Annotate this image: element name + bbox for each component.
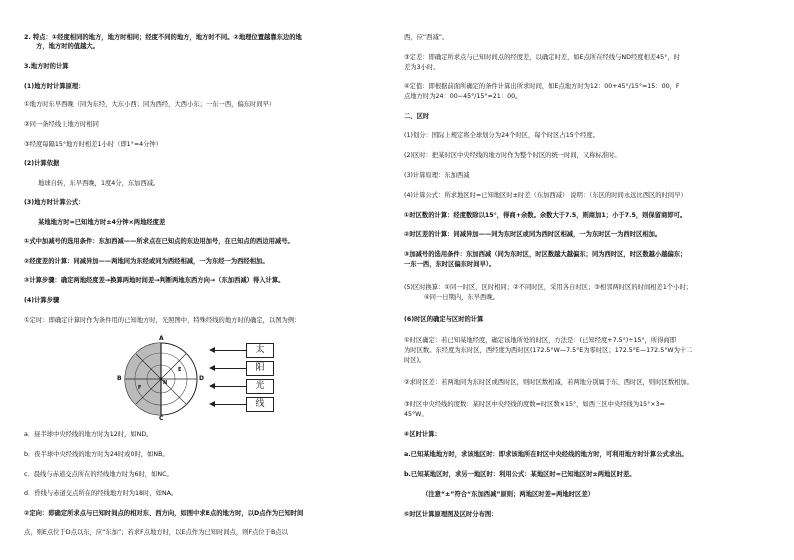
text-line: 某地地方时=已知地方时±4分钟×两地经度差 xyxy=(38,219,166,226)
text-line: 时区)。 xyxy=(404,357,426,364)
text-line: 点，则E点位于D点以东，应“东加”；若求F点地方时，以E点作为已知时间点，则F点位于B点以 xyxy=(24,529,288,536)
sun-ray-arrow xyxy=(214,404,246,405)
text-line: b.已知某地区时，求另一地区时：利用公式：某地区时=已知地区时±两地区时差。 xyxy=(404,471,636,478)
text-line: ③计算步骤：确定两地经度差→换算两地时间差→判断两地东西方向→（东加西减）得入计算。 xyxy=(24,277,285,284)
text-line: 地球自转，东早西晚，1度4分，东加西减。 xyxy=(38,180,160,187)
text-line: 为时区数。东经度为东时区，西经度为西时区(172.5°W—7.5°E为零时区；172.5°E—172.5°W为十二 xyxy=(404,347,693,354)
text-line: c．晨线与赤道交点所在的经线地方时为6时，如NC。 xyxy=(24,471,173,478)
text-line: ②定向：即确定所求点与已知时间点的相对东、西方向，如图中求E点的地方时，以D点作为已知时间 xyxy=(24,510,304,517)
text-line: ③加减号的选用条件：东加西减（同为东时区，时区数越大越偏东；同为西时区，时区数越小越偏东； xyxy=(404,251,687,258)
label-d: D xyxy=(199,375,204,382)
text-line: ③经度每隔15°地方时相差1小时（即1°=4分钟） xyxy=(24,141,162,148)
sun-ray-arrow xyxy=(214,368,246,369)
text-line: ①式中加减号的选用条件：东加西减——所求点在已知点的东边用加号，在已知点的西边用减号。 xyxy=(24,238,294,245)
text-line: (1)地方时计算原理： xyxy=(24,83,85,90)
text-line: (2)计算依据 xyxy=(24,160,60,167)
text-line: ③定差：即确定所求点与已知时间点的经度差，以确定时差，如E点所在经线与ND经度相差45°，时 xyxy=(404,54,680,61)
text-line: 45°W。 xyxy=(404,411,428,418)
label-f: F xyxy=(138,385,142,391)
text-line: (2)区时：把某时区中央经线的地方时作为整个时区的统一时间，又称标准时。 xyxy=(404,152,621,159)
sun-ray-arrow xyxy=(214,350,246,351)
text-line: ①地方时东早西晚（同为东经，大东小西；同为西经，大西小东；一东一西，偏东时间早） xyxy=(24,101,276,108)
text-line: 3.地方时的计算 xyxy=(24,63,69,70)
illumination-diagram xyxy=(116,337,286,421)
text-line: （注意“±”符合“东加西减”原则；两地区时差=两地时区差） xyxy=(422,491,594,498)
text-line: ⑤时区计算原理图及区时分布图： xyxy=(404,511,498,518)
text-line: ②经度差的计算：同减异加——两地同为东经或同为西经相减，一为东经一为西经相加。 xyxy=(24,258,269,265)
text-line: 一东一西，东时区偏东时间早）。 xyxy=(404,261,496,268)
text-line: a．昼半球中央经线的地方时为12时，如ND。 xyxy=(24,431,153,438)
earth-diagram xyxy=(116,337,206,421)
text-line: 2. 特点：①经度相同的地方，地方时相同；经度不同的地方，地方时不同。②地理位置越靠东边的地 xyxy=(24,34,302,41)
sun-char-1: 太 xyxy=(246,343,274,358)
text-line: (1)划分：国际上规定将全球划分为24个时区，每个时区占15个经度。 xyxy=(404,132,599,139)
text-line: 西，应“西减”。 xyxy=(404,34,449,41)
text-line: ②同一条经线上地方时相同 xyxy=(24,121,99,128)
sun-char-4: 线 xyxy=(246,397,274,412)
text-line: a.已知某地地方时，求该地区时：即求该地所在时区中央经线的地方时，可利用地方时计算公式求出。 xyxy=(404,451,688,458)
text-line: 点地方时为24：00−45°/15°=21：00。 xyxy=(404,93,522,100)
text-line: (4)计算公式：所求地区时=已知地区时±时差（东加西减） 说明：（东区的时间永远比西区的时间早） xyxy=(404,192,687,199)
label-b: B xyxy=(117,375,122,382)
sun-char-3: 光 xyxy=(246,379,274,394)
label-c: C xyxy=(159,415,164,422)
text-line: ②求时区差：若两地同为东时区或西时区，则时区数相减，若两地分别属于东、西时区，则时区数相加。 xyxy=(404,379,694,386)
label-e: E xyxy=(178,367,182,373)
text-line: (3)地方时计算公式： xyxy=(24,199,85,206)
sun-ray-arrow xyxy=(214,386,246,387)
text-line: (4)计算步骤 xyxy=(24,297,60,304)
sun-char-2: 阳 xyxy=(246,361,274,376)
text-line: (5)区时换算：①同一时区，区时相同；②不同时区，采用各自时区；③相邻两时区的时间相差1个小时； xyxy=(404,284,693,291)
text-line: ①定时：即确定计算时作为条件用的已知地方时，光照图中，特殊经线的地方时的确定，以图为例： xyxy=(24,317,301,324)
text-line: b．夜半球中央经线的地方时为24时或0时，如NB。 xyxy=(24,451,169,458)
text-line: ④定值：即根据前面所确定的条件计算出所求时间，如E点地方时为12：00+45°/15°=15：00，F xyxy=(404,83,680,90)
text-line: (3)计算原理：东加西减 xyxy=(404,172,470,179)
text-line: 二、区时 xyxy=(404,113,430,120)
text-line: ④区时计算： xyxy=(404,431,441,438)
text-line: d．昏线与赤道交点所在的经线地方时为18时，如NA。 xyxy=(24,490,178,497)
label-a: A xyxy=(159,335,164,342)
text-line: ①时区数的计算：经度数除以15°，得商+余数。余数大于7.5，则商加1；小于7.5，则保留商即可。 xyxy=(404,212,687,219)
text-line: (6)时区的确定与区时的计算 xyxy=(404,316,484,323)
text-line: ④同一日期内，东早西晚。 xyxy=(424,294,499,301)
text-line: ②时区差的计算：同减异加——同为东时区或同为西时区相减，一为东时区一为西时区相加。 xyxy=(404,231,662,238)
label-n: N xyxy=(163,380,168,386)
text-line: 方，地方时的值越大。 xyxy=(36,43,99,50)
text-line: ③时区中央经线的度数：某时区中央经线的度数=时区数×15°，如西三区中央经线为15°×3= xyxy=(404,401,665,408)
text-line: 差为3小时。 xyxy=(404,64,440,71)
text-line: ①时区确定：若已知某地经度，确定该地所处的时区，方法是：(已知经度+7.5°)÷15°，所得商即 xyxy=(404,337,677,344)
